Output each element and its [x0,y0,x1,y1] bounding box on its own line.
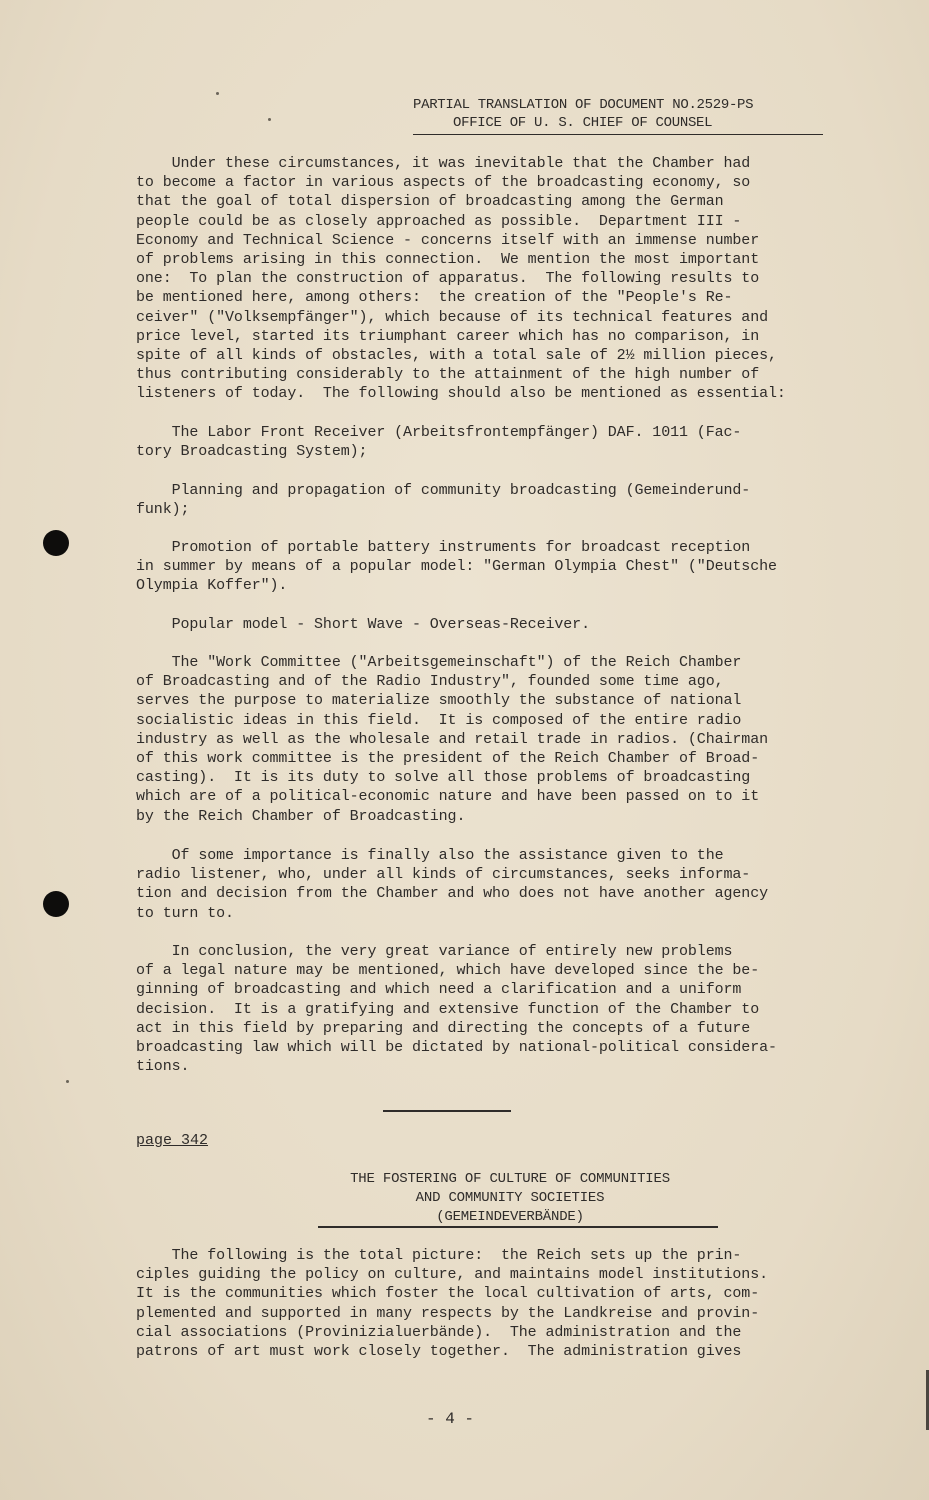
paragraph-culture-picture: The following is the total picture: the Reich sets up the prin- ciples guiding the policy on culture, and maintains model institutions. It is the communities which foster the local cultivation of arts, com- plemented and supported in many respects by the Landkreise and provin- cial associations (Provinizialuerbände). The administration and the patrons of art must work closely together. The administration gives [136,1247,769,1361]
paragraph-circumstances: Under these circumstances, it was inevitable that the Chamber had to become a factor in various aspects of the broadcasting economy, so that the goal of total dispersion of broadcasting among the German people could be as closely approached as possible. Department III - Economy and Technical Science - concerns itself with an immense number of problems arising in this connection. We mention the most important one: To plan the construction of apparatus. The following results to be mentioned here, among others: the creation of the "People's Re- ceiver" ("Volksempfänger"), which because of its technical features and price level, started its triumphant career which has no comparison, in spite of all kinds of obstacles, with a total sale of 2½ million pieces, thus contributing considerably to the attainment of the high number of listeners of today. The following should also be mentioned as essential: [136,155,786,403]
paper-speck [216,92,219,95]
section-title [300,1170,720,1227]
punch-hole-lower [43,891,69,917]
section-divider [383,1110,511,1112]
section-title-line-1: THE FOSTERING OF CULTURE OF COMMUNITIES [350,1171,670,1187]
paragraph-listener-assistance: Of some importance is finally also the assistance given to the radio listener, who, under all kinds of circumstances, seeks informa- tion and decision from the Chamber and who does not have another agency to turn to. [136,847,769,922]
page-reference: page 342 [136,1132,209,1149]
page-number: - 4 - [425,1410,474,1428]
paragraph-portable-battery: Promotion of portable battery instruments for broadcast reception in summer by means of a popular model: "German Olympia Chest" ("Deutsche Olympia Koffer"). [136,539,777,595]
header-office: OFFICE OF U. S. CHIEF OF COUNSEL [413,114,823,135]
paper-speck [66,1080,69,1083]
section-title-line-3: (GEMEINDEVERBÄNDE) [436,1209,584,1225]
header-document-number: PARTIAL TRANSLATION OF DOCUMENT NO.2529-PS [413,97,754,113]
document-header [413,96,823,135]
section-title-line-2: AND COMMUNITY SOCIETIES [415,1190,605,1206]
paragraph-short-wave: Popular model - Short Wave - Overseas-Receiver. [136,616,590,633]
paragraph-conclusion: In conclusion, the very great variance of entirely new problems of a legal nature may be mentioned, which have developed since the be- ginning of broadcasting and which need a clarification and a uniform decision. It is a gratifying and extensive function of the Chamber to act in this field by preparing and directing the concepts of a future broadcasting law which will be dictated by national-political considera- tions. [136,943,777,1076]
paper-speck [268,118,271,121]
paragraph-community-broadcasting: Planning and propagation of community broadcasting (Gemeinderund- funk); [136,482,751,519]
paragraph-labor-front-receiver: The Labor Front Receiver (Arbeitsfrontempfänger) DAF. 1011 (Fac- tory Broadcasting System); [136,424,742,461]
section-title-underline [318,1226,718,1228]
punch-hole-upper [43,530,69,556]
paragraph-work-committee: The "Work Committee ("Arbeitsgemeinschaft") of the Reich Chamber of Broadcasting and of the Radio Industry", founded some time ago, serves the purpose to materialize smoothly the substance of national socialistic ideas in this field. It is composed of the entire radio industry as well as the wholesale and retail trade in radios. (Chairman of this work committee is the president of the Reich Chamber of Broad- casting). It is its duty to solve all those problems of broadcasting which are of a political-economic nature and have been passed on to it by the Reich Chamber of Broadcasting. [136,654,769,825]
